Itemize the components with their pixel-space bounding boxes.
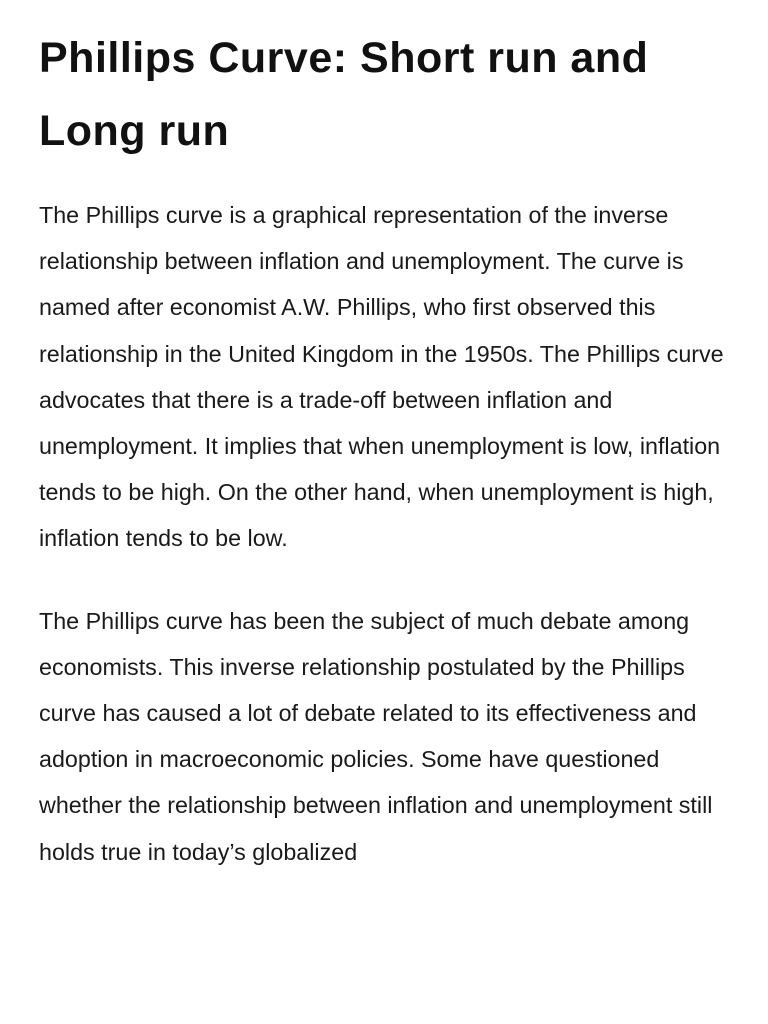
article-title: Phillips Curve: Short run and Long run [39, 34, 649, 155]
article-paragraph-1: The Phillips curve is a graphical representation of the inverse relationship between inflation and unemployment. The curve is named after economist A.W. Phillips, who first observed this relationship in the United Kingdom in the 1950s. The Phillips curve advocates that there is a trade-off between inflation and unemployment. It implies that when unemployment is low, inflation tends to be high. On the other hand, when unemployment is high, inflation tends to be low. [39, 202, 724, 552]
article-paragraph-2: The Phillips curve has been the subject of much debate among economists. This inverse relationship postulated by the Phillips curve has caused a lot of debate related to its effectiveness and adoption in macroeconomic policies. Some have questioned whether the relationship between inflation and unemployment still holds true in today’s globalized [39, 607, 713, 865]
